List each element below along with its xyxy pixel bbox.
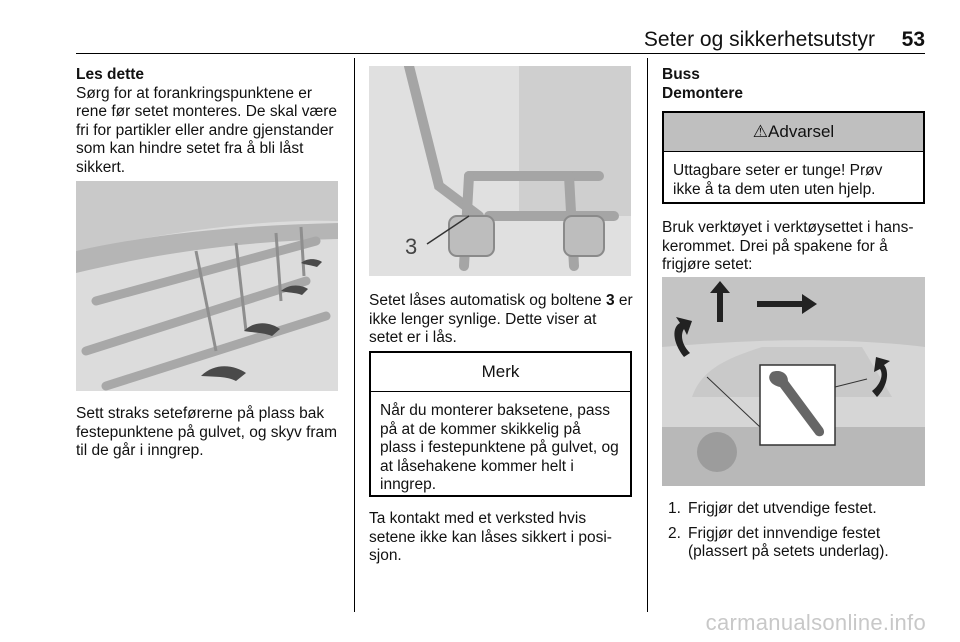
warning-title-bar — [664, 113, 923, 152]
header-title: Seter og sikkerhetsutstyr — [643, 28, 875, 51]
seat-lock-figure — [369, 66, 631, 276]
left-paragraph-text: Sett straks seteførerne på plass bak festepunktene på gulvet, og skyv fram til de går i inngrep. — [76, 405, 338, 459]
heading-buss: Buss — [662, 66, 700, 83]
middle-paragraph — [369, 292, 633, 348]
merk-title: Merk — [371, 353, 630, 392]
left-column — [76, 66, 344, 177]
left-paragraph — [76, 405, 346, 461]
warning-text: Uttagbare seter er tunge! Prøv ikke å ta dem uten uten hjelp. — [673, 162, 883, 198]
heading-demontere: Demontere — [662, 84, 743, 102]
warning-title: Advarsel — [768, 122, 835, 141]
right-steps — [662, 500, 926, 568]
steps-list — [662, 500, 926, 562]
header-rule — [76, 53, 925, 54]
note-text: Sørg for at forankringspunktene er rene før setet monteres. De skal være fri for partikler eller andre gjenstander som kan hindre setet fra å bli låst sikkert. — [76, 84, 338, 176]
right-paragraph — [662, 219, 926, 275]
merk-text: Når du monterer baksetene, pass på at de kommer skikkelig på plass i festepunktene på gulvet, og at låsehakene kommer helt i inngrep. — [380, 402, 619, 493]
page-number: 53 — [901, 28, 925, 51]
release-tool-figure — [662, 277, 925, 486]
watermark: carmanualsonline.info — [705, 610, 926, 635]
middle-paragraph-2 — [369, 510, 633, 566]
note-heading: Les dette — [76, 66, 145, 83]
figure-callout-3: 3 — [405, 234, 418, 259]
seat-rails-figure — [76, 181, 338, 391]
middle-paragraph-2-text: Ta kontakt med et verksted hvis setene ikke kan låses sikkert i posisjon. — [369, 510, 612, 564]
column-divider-right — [647, 58, 648, 612]
merk-box — [369, 351, 632, 497]
warning-box — [662, 111, 925, 204]
list-item: 1. Frigjør det utvendige festet. — [668, 500, 877, 517]
right-headings — [662, 66, 924, 103]
column-divider-left — [354, 58, 355, 612]
right-paragraph-text: Bruk verktøyet i verktøysettet i hanskerommet. Drei på spakene for å frigjøre setet: — [662, 219, 914, 273]
middle-paragraph-text: Setet låses automatisk og boltene 3 er ikke lenger synlige. Dette viser at setet er i lås. — [369, 292, 633, 346]
list-item: 2. Frigjør det innvendige festet (plassert på setets underlag). — [668, 524, 889, 560]
warning-triangle-icon: ⚠ — [752, 122, 769, 142]
